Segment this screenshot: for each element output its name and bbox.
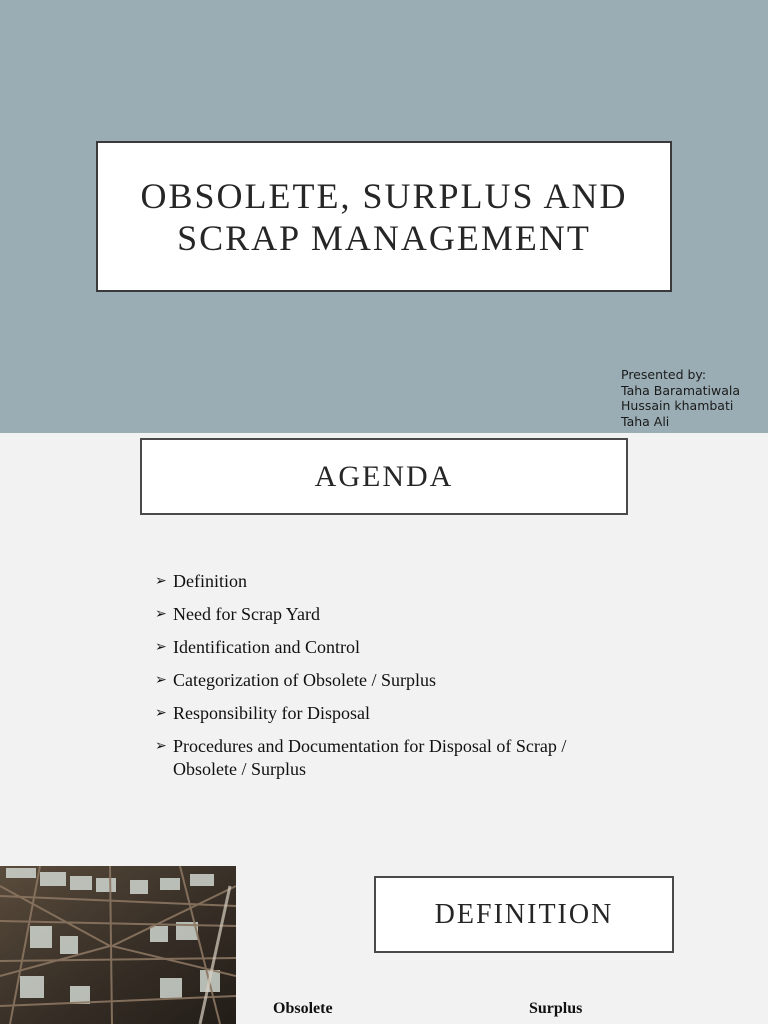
definition-title-box [374, 876, 674, 953]
agenda-list [155, 570, 625, 791]
agenda-item-text: Categorization of Obsolete / Surplus [173, 670, 436, 690]
agenda-item [155, 669, 625, 692]
obsolete-column-label: Obsolete [273, 1000, 333, 1017]
slide-title [0, 0, 768, 433]
arrowhead-bullet-icon: ➢ [155, 573, 167, 589]
arrowhead-bullet-icon: ➢ [155, 639, 167, 655]
agenda-item [155, 735, 625, 781]
agenda-item-text: Identification and Control [173, 637, 360, 657]
title-box [96, 141, 672, 292]
agenda-title: AGENDA [314, 459, 454, 493]
presenter-name: Taha Baramatiwala [621, 382, 741, 398]
slide-agenda [0, 433, 768, 866]
arrowhead-bullet-icon: ➢ [155, 738, 167, 754]
agenda-item-text: Definition [173, 571, 247, 591]
agenda-item [155, 702, 625, 725]
warehouse-roof-photo [0, 866, 236, 1024]
slide-definition [0, 866, 768, 1024]
agenda-item [155, 636, 625, 659]
agenda-item-text: Procedures and Documentation for Disposal of Scrap / Obsolete / Surplus [173, 736, 567, 779]
presenter-name: Hussain khambati [621, 398, 734, 413]
arrowhead-bullet-icon: ➢ [155, 705, 167, 721]
agenda-item-text: Need for Scrap Yard [173, 604, 320, 624]
presenters-block [621, 367, 740, 429]
presenter-name: Taha Ali [621, 413, 670, 429]
agenda-item-text: Responsibility for Disposal [173, 703, 370, 723]
presentation-title: OBSOLETE, SURPLUS AND SCRAP MANAGEMENT [140, 175, 628, 258]
arrowhead-bullet-icon: ➢ [155, 672, 167, 688]
agenda-item [155, 570, 625, 593]
surplus-column-label: Surplus [529, 1000, 583, 1017]
agenda-item [155, 603, 625, 626]
arrowhead-bullet-icon: ➢ [155, 606, 167, 622]
definition-title: DEFINITION [434, 898, 614, 930]
presented-by-label: Presented by: [621, 367, 707, 382]
agenda-title-box [140, 438, 628, 515]
